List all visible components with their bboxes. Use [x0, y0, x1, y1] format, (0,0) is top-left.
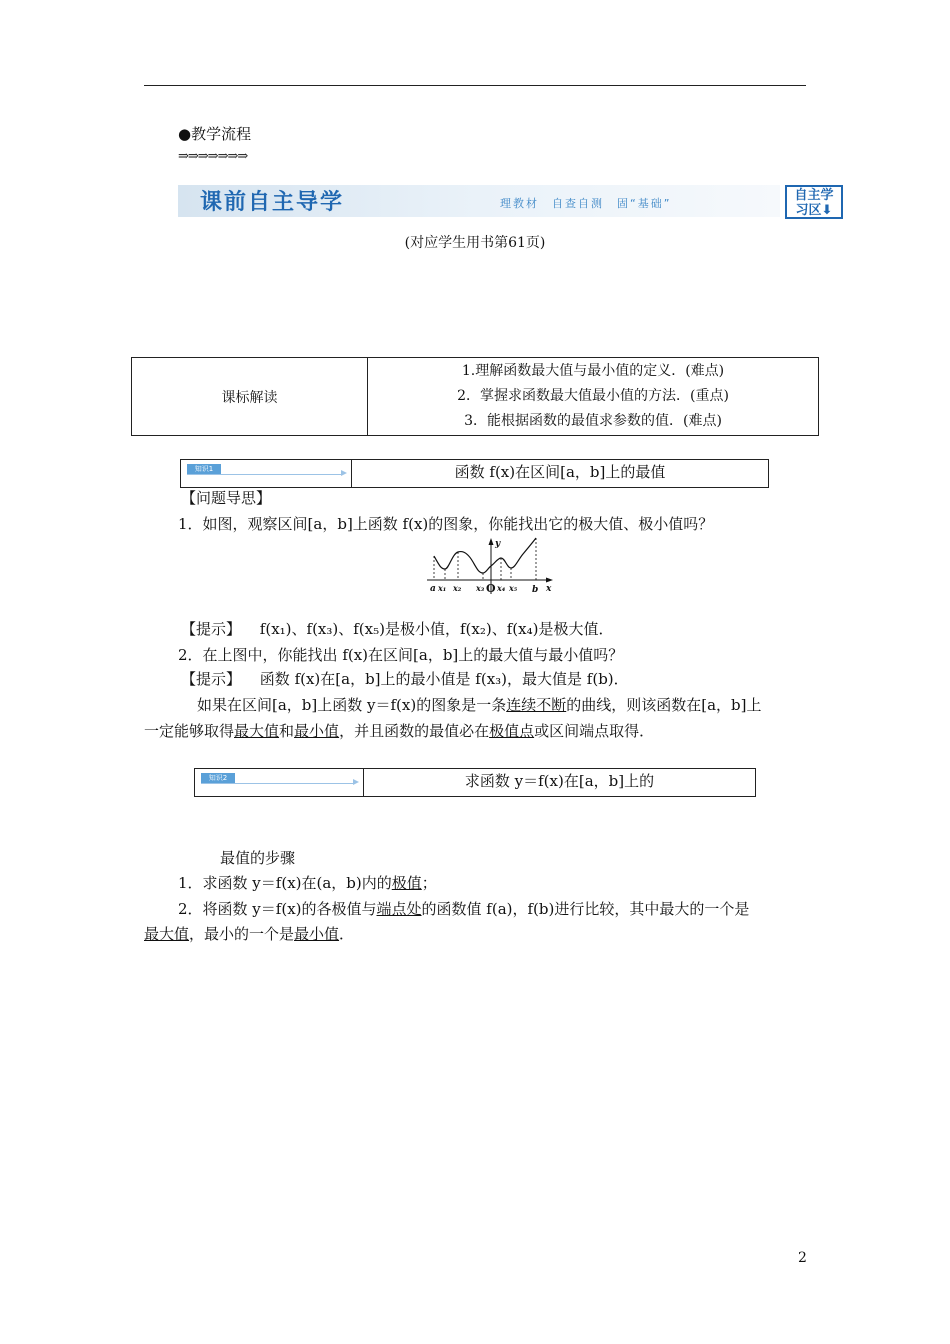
graph-label-x: x [546, 584, 552, 594]
knowledge-title: 求函数 y＝f(x)在[a，b]上的 [464, 772, 655, 790]
section-heading: 【问题导思】 [181, 489, 272, 507]
graph-label-x2: x₂ [453, 583, 462, 593]
underlined-term: 端点处 [376, 900, 422, 918]
underlined-term: 极值点 [489, 722, 535, 740]
page-number: 2 [798, 1250, 807, 1266]
graph-label-origin: O [486, 582, 496, 595]
section-banner [178, 185, 780, 217]
knowledge-tag: 知识1 [187, 464, 221, 474]
objectives-label: 课标解读 [132, 358, 368, 436]
hint-label: 【提示】 [181, 620, 242, 638]
step-1 [178, 872, 437, 893]
knowledge-title: 函数 f(x)在区间[a，b]上的最值 [454, 463, 666, 481]
objective-item: 3．能根据函数的最值求参数的值．(难点) [464, 413, 722, 429]
flow-arrows: ⇒⇒⇒⇒⇒⇒⇒ [178, 149, 248, 164]
text-run: ，并且函数的最值必在 [339, 722, 490, 740]
dashed-guides [434, 538, 536, 580]
question-1: 1．如图，观察区间[a，b]上函数 f(x)的图象，你能找出它的极大值、极小值吗？ [178, 515, 714, 533]
graph-label-y: y [495, 539, 501, 549]
hint-1 [181, 618, 613, 639]
arrow-right-icon [353, 779, 359, 785]
objectives-items [368, 358, 819, 436]
underlined-term: 极值 [391, 874, 422, 892]
badge-line-2: 习区⬇ [795, 203, 833, 218]
badge-line-1: 自主学 [794, 188, 834, 203]
text-run: 的函数值 f(a)，f(b)进行比较，其中最大的一个是 [421, 900, 750, 918]
arrow-line [187, 474, 343, 475]
underlined-term: 连续不断 [506, 696, 567, 714]
text-run: ． [339, 925, 355, 943]
text-run: 或区间端点取得． [534, 722, 655, 740]
arrow-line [201, 783, 355, 784]
knowledge-tag-area [195, 769, 364, 796]
knowledge-box-2 [194, 768, 756, 797]
text-run: 2．将函数 y＝f(x)的各极值与 [178, 900, 377, 918]
knowledge-tag: 知识2 [201, 773, 235, 783]
steps-title: 最值的步骤 [220, 849, 296, 867]
text-run: 和 [279, 722, 295, 740]
header-rule [144, 85, 806, 86]
objective-item: 1.理解函数最大值与最小值的定义．(难点) [461, 363, 725, 379]
text-run: ； [421, 874, 437, 892]
graph-label-a: a [430, 584, 436, 594]
function-curve [434, 538, 536, 573]
underlined-term: 最小值 [294, 722, 340, 740]
objective-item: 2．掌握求函数最大值最小值的方法．(重点) [457, 388, 729, 404]
self-study-badge [785, 185, 843, 219]
banner-title: 课前自主导学 [200, 190, 345, 215]
knowledge-box-1 [180, 459, 769, 488]
underlined-term: 最大值 [234, 722, 280, 740]
x-axis-arrow-icon [546, 578, 553, 583]
graph-label-x4: x₄ [497, 583, 506, 593]
text-run: 的曲线，则该函数在[a，b]上 [566, 696, 762, 714]
function-graph [425, 536, 555, 598]
hint-label: 【提示】 [181, 670, 242, 688]
step-2-line-1 [178, 898, 749, 919]
objectives-table [131, 357, 819, 436]
underlined-term: 最小值 [294, 925, 340, 943]
hint-text: 函数 f(x)在[a，b]上的最小值是 f(x₃)，最大值是 f(b)． [259, 670, 629, 688]
text-run: 如果在区间[a，b]上函数 y＝f(x)的图象是一条 [197, 696, 507, 714]
paragraph-line-2 [144, 720, 654, 741]
text-run: 一定能够取得 [144, 722, 235, 740]
graph-label-x1: x₁ [438, 583, 447, 593]
hint-text: f(x₁)、f(x₃)、f(x₅)是极小值，f(x₂)、f(x₄)是极大值． [259, 620, 614, 638]
graph-label-b: b [532, 585, 539, 595]
graph-label-x5: x₅ [509, 583, 518, 593]
text-run: 1．求函数 y＝f(x)在(a，b)内的 [178, 874, 392, 892]
paragraph-line-1 [197, 694, 762, 715]
text-run: ，最小的一个是 [189, 925, 295, 943]
arrow-right-icon [341, 470, 347, 476]
teaching-flow-title: ●教学流程 [178, 125, 252, 143]
question-2: 2．在上图中，你能找出 f(x)在区间[a，b]上的最大值与最小值吗？ [178, 646, 624, 664]
knowledge-tag-area [181, 460, 352, 487]
step-2-line-2 [144, 923, 354, 944]
page-reference: (对应学生用书第61页) [404, 235, 546, 251]
graph-label-x3: x₃ [476, 583, 485, 593]
banner-subtitle: 理教材 自查自测 固“基础” [500, 197, 672, 210]
y-axis-arrow-icon [489, 538, 494, 545]
hint-2 [181, 668, 629, 689]
underlined-term: 最大值 [144, 925, 190, 943]
